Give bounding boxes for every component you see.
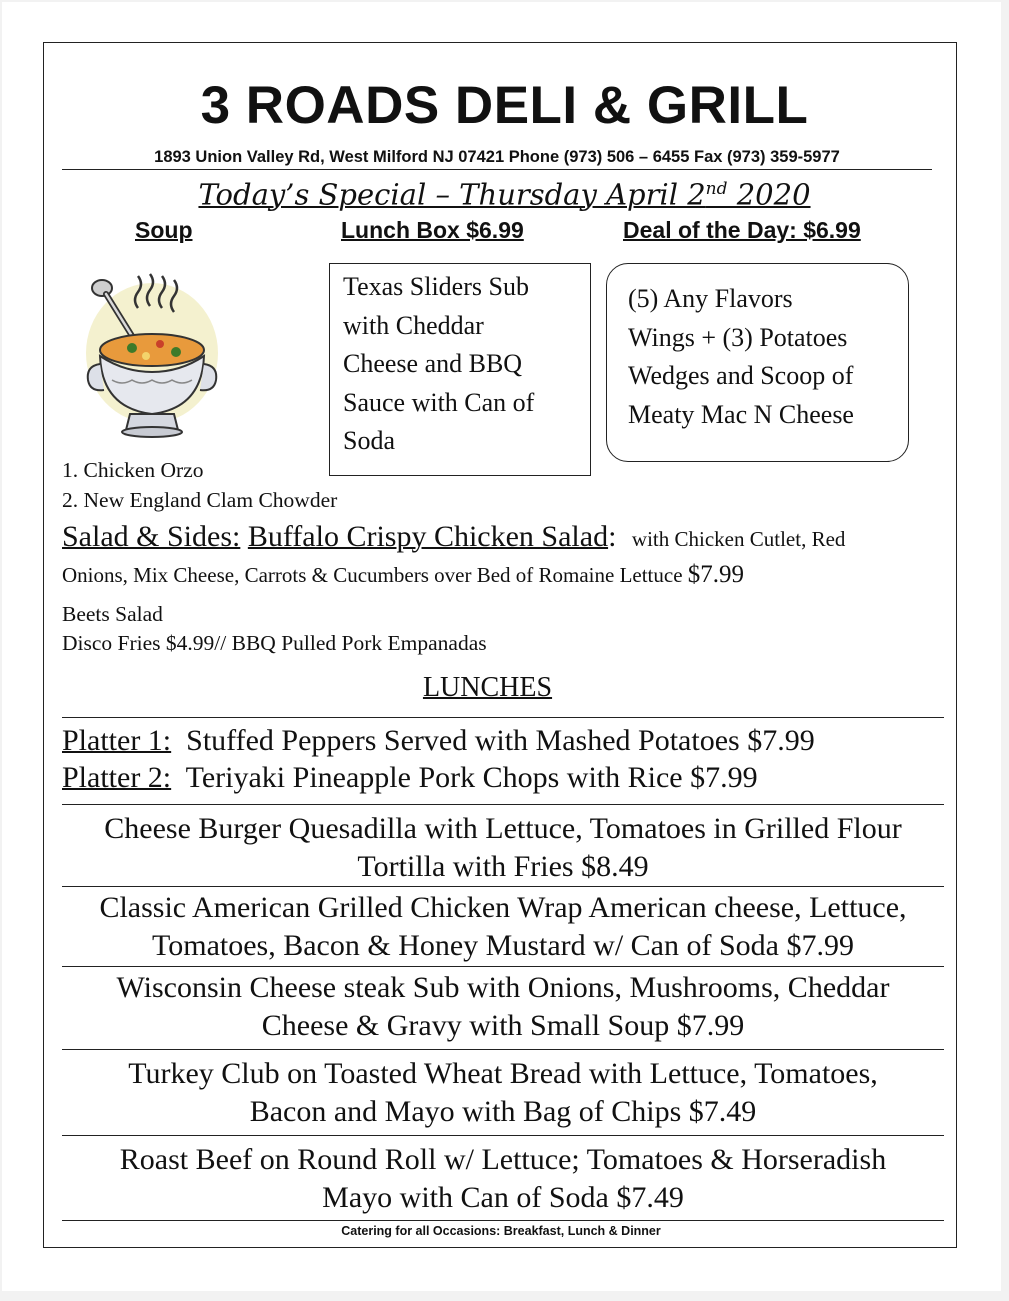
date-suffix: nd (705, 179, 728, 199)
salad-description: with Chicken Cutlet, Red (631, 527, 846, 551)
lunch-box-heading: Lunch Box $6.99 (341, 217, 524, 243)
deal-line: (5) Any Flavors (628, 284, 793, 313)
catering-footer: Catering for all Occasions: Breakfast, Lunch & Dinner (341, 1224, 661, 1238)
lunch-item-line: Turkey Club on Toasted Wheat Bread with Lettuce, Tomatoes, (128, 1057, 878, 1090)
lunches-rule (62, 717, 944, 718)
lunches-rule (62, 1220, 944, 1221)
salad-description-continued: Onions, Mix Cheese, Carrots & Cucumbers over Bed of Romaine Lettuce (62, 563, 683, 587)
lunch-item (62, 1141, 944, 1216)
platter-list (62, 722, 815, 796)
platter-item (62, 722, 815, 759)
lunch-box-line: Texas Sliders Sub (343, 272, 529, 301)
soup-heading: Soup (135, 217, 193, 243)
restaurant-name: 3 ROADS DELI & GRILL (200, 76, 809, 135)
lunches-rule (62, 966, 944, 967)
soup-list (62, 455, 337, 515)
platter-label: Platter 1: (62, 724, 172, 757)
lunches-rule (62, 1049, 944, 1050)
lunch-item (62, 1055, 944, 1130)
lunches-heading: LUNCHES (422, 672, 553, 703)
deal-of-day-heading: Deal of the Day: $6.99 (623, 217, 861, 243)
lunch-box-line: Sauce with Can of (343, 387, 535, 417)
lunch-item (62, 969, 944, 1044)
lunch-item (62, 889, 944, 964)
salad-price: $7.99 (687, 561, 745, 588)
lunch-item-line: Tortilla with Fries $8.49 (357, 849, 649, 883)
platter-item (62, 759, 815, 796)
lunches-rule (62, 804, 944, 805)
lunch-item-line: Cheese & Gravy with Small Soup $7.99 (261, 1008, 745, 1042)
deal-line: Wedges and Scoop of (628, 361, 854, 390)
salad-name: Buffalo Crispy Chicken Salad (247, 520, 609, 553)
salad-sides-label: Salad & Sides: (62, 520, 241, 553)
salad-colon: : (608, 520, 617, 553)
deal-of-day-card (606, 263, 909, 462)
lunch-box-line: Soda (343, 426, 395, 455)
platter-text: Stuffed Peppers Served with Mashed Potatoes $7.99 (186, 724, 815, 757)
lunches-rule (62, 1135, 944, 1136)
lunch-box-line: Cheese and BBQ (343, 349, 523, 378)
lunch-item-line: Wisconsin Cheese steak Sub with Onions, Mushrooms, Cheddar (116, 971, 890, 1004)
platter-text: Teriyaki Pineapple Pork Chops with Rice $7.99 (185, 761, 758, 794)
lunch-item-line: Mayo with Can of Soda $7.49 (322, 1180, 684, 1214)
special-year: 2020 (727, 177, 811, 212)
salad-description-line (62, 558, 744, 592)
deal-line: Wings + (3) Potatoes (628, 322, 848, 352)
side-item: Disco Fries $4.99// BBQ Pulled Pork Empanadas (62, 631, 487, 655)
todays-special-heading (0, 170, 1009, 214)
contact-line: 1893 Union Valley Rd, West Milford NJ 07421 Phone (973) 506 – 6455 Fax (973) 359-5977 (154, 148, 840, 166)
lunch-item-line: Tomatoes, Bacon & Honey Mustard w/ Can of Soda $7.99 (152, 928, 854, 962)
side-item: Beets Salad (62, 602, 163, 626)
lunch-item-line: Classic American Grilled Chicken Wrap American cheese, Lettuce, (99, 891, 907, 924)
soup-item: 1. Chicken Orzo (62, 458, 204, 482)
deal-line: Meaty Mac N Cheese (628, 399, 854, 429)
sides-list (62, 600, 487, 658)
lunch-box-line: with Cheddar (343, 310, 484, 340)
lunches-rule (62, 886, 944, 887)
lunch-item-line: Bacon and Mayo with Bag of Chips $7.49 (249, 1094, 757, 1128)
salad-heading-line (62, 517, 845, 559)
lunch-item-line: Cheese Burger Quesadilla with Lettuce, Tomatoes in Grilled Flour (104, 812, 902, 845)
lunch-item-line: Roast Beef on Round Roll w/ Lettuce; Tomatoes & Horseradish (119, 1143, 887, 1176)
soup-item: 2. New England Clam Chowder (62, 488, 338, 512)
special-date: Today’s Special – Thursday April 2 (198, 177, 706, 212)
soup-tureen-icon (80, 268, 225, 448)
platter-label: Platter 2: (62, 761, 172, 794)
lunch-box-card (329, 263, 591, 476)
lunch-item (62, 810, 944, 885)
